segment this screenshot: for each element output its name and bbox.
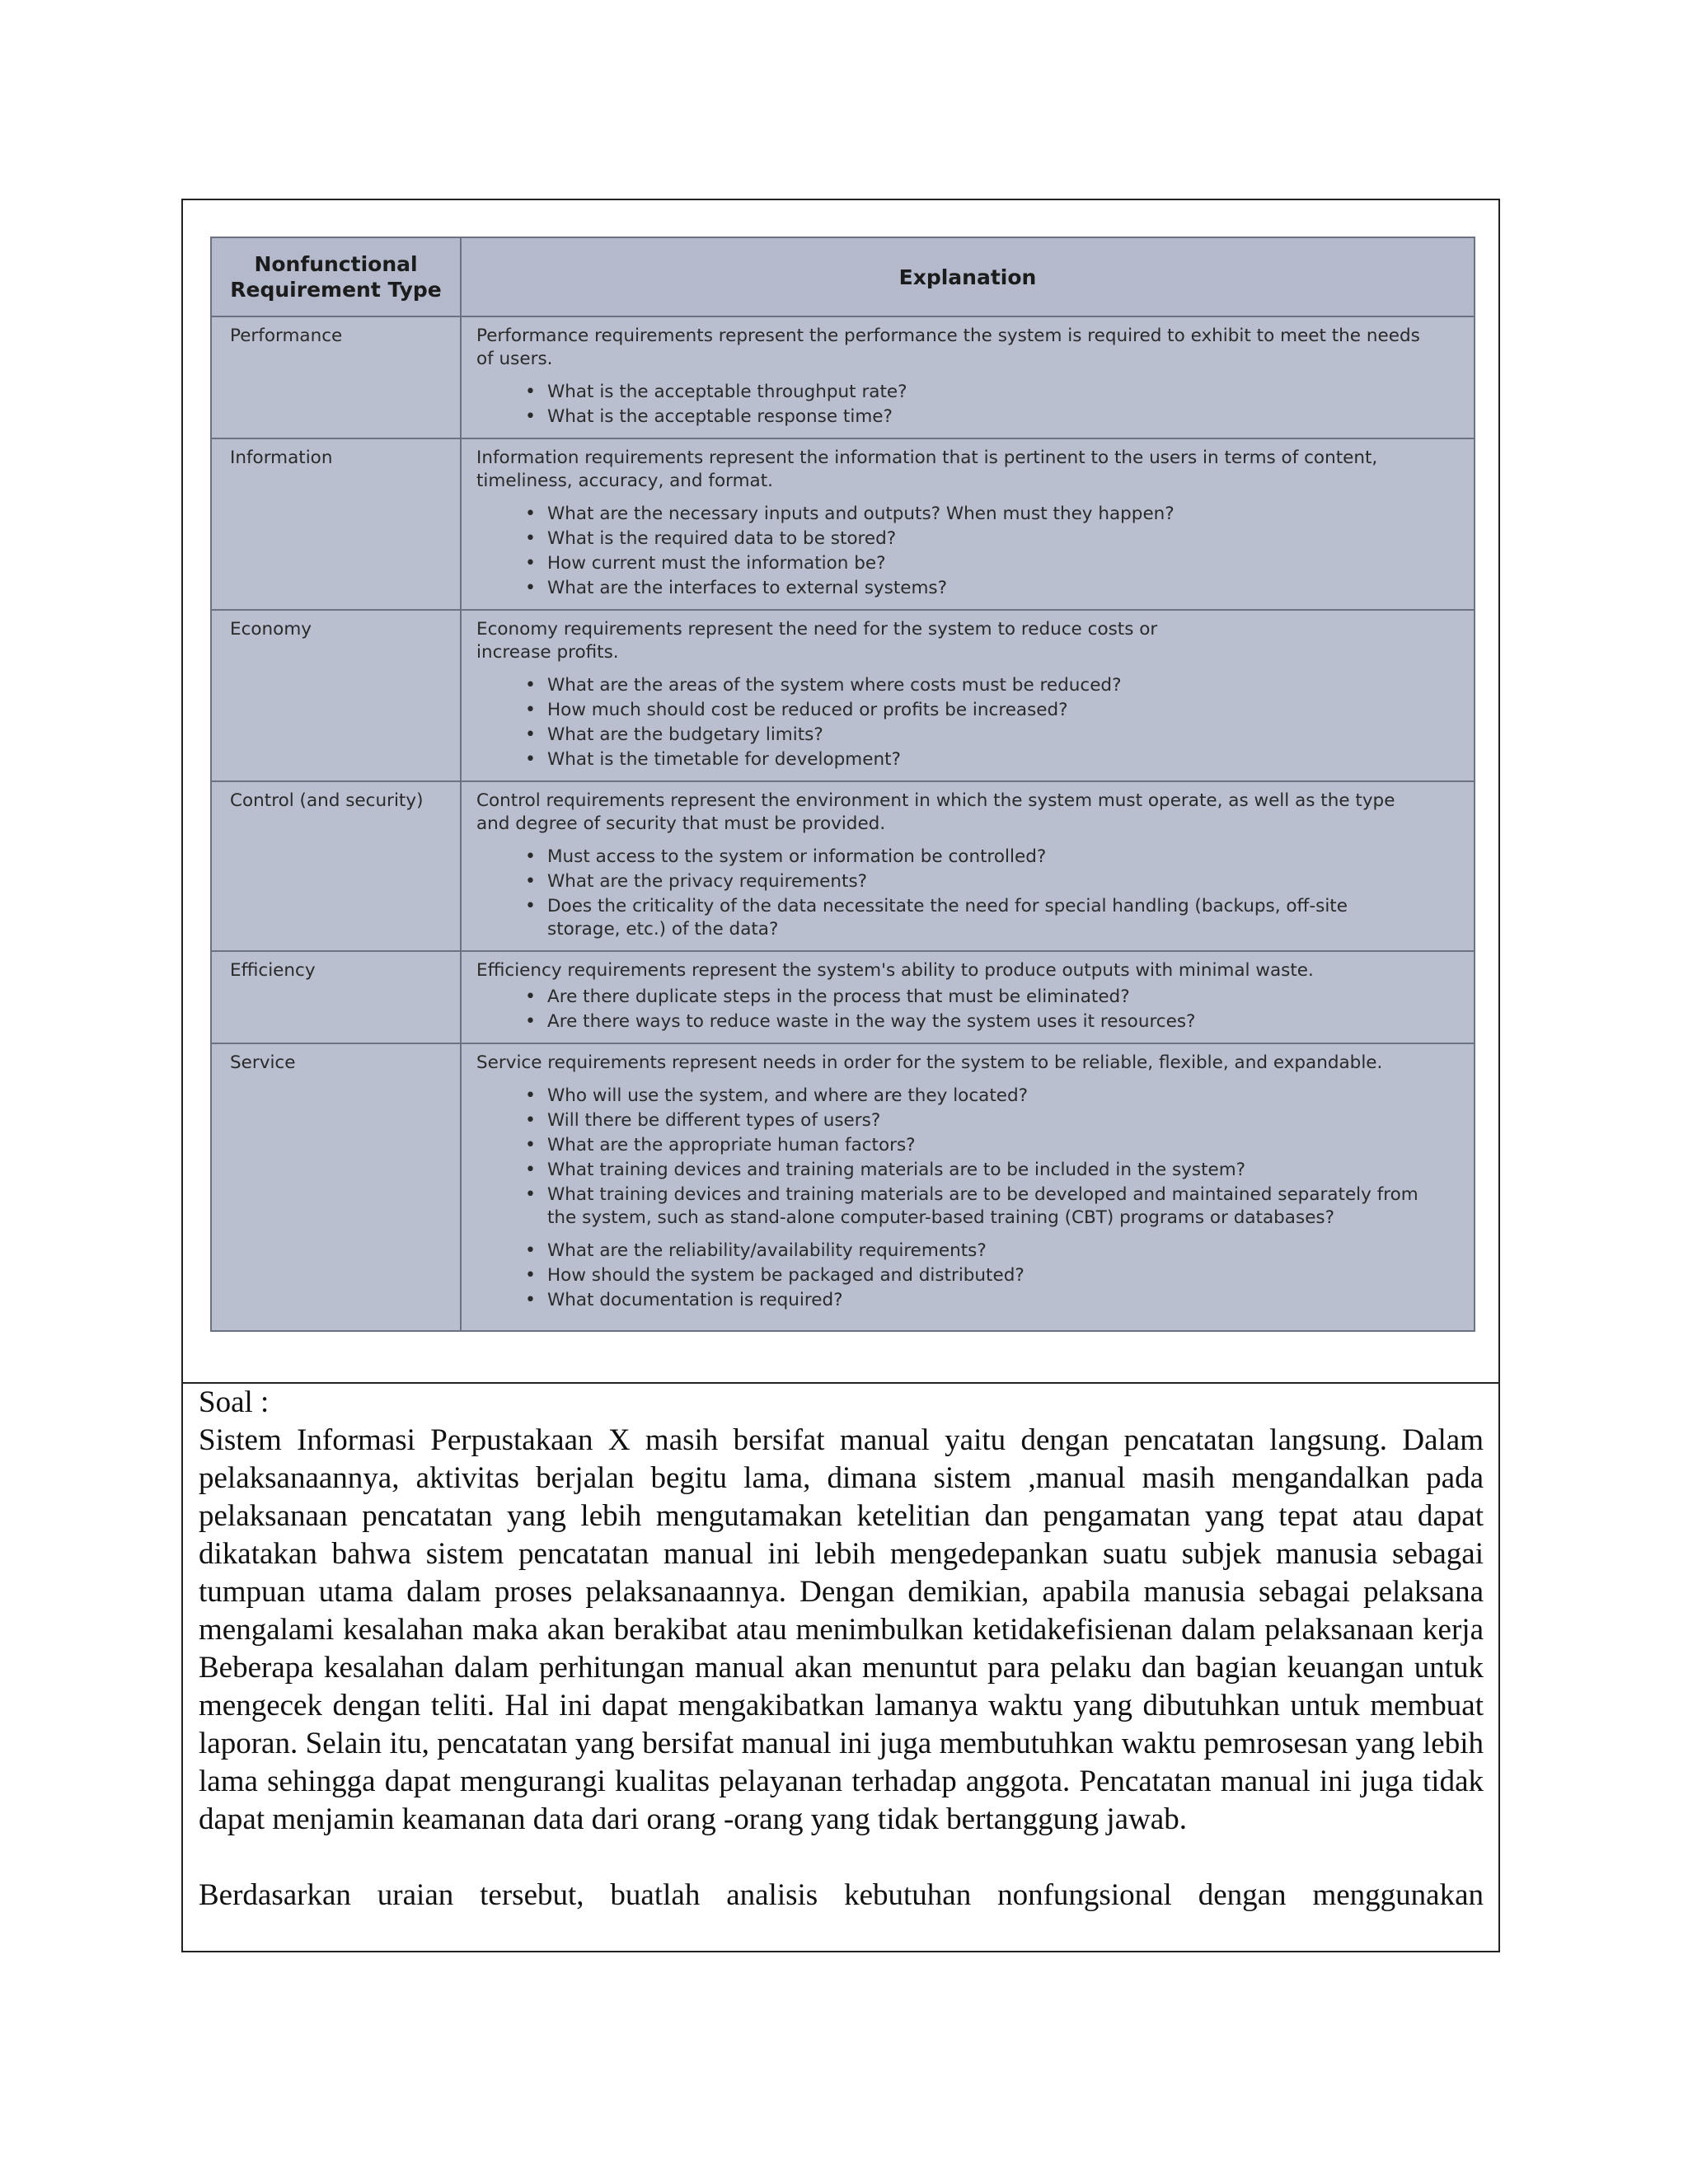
list-item: • What training devices and training materials are to be included in the system? (547, 1159, 1424, 1182)
explanation-text: Service requirements represent needs in order for the system to be reliable, flexible, and expandable. (476, 1052, 1383, 1073)
table-row-economy (211, 610, 1475, 781)
list-item: • Must access to the system or information be controlled? (547, 846, 1424, 869)
requirement-explanation (461, 438, 1475, 610)
table-row-efficiency (211, 951, 1475, 1043)
list-item: • What are the necessary inputs and outputs? When must they happen? (547, 503, 1424, 526)
header-type: Nonfunctional Requirement Type (211, 237, 461, 316)
table-row-control (211, 781, 1475, 951)
explanation-text: Economy requirements represent the need for the system to reduce costs or increase profits. (476, 619, 1158, 663)
requirement-type: Economy (211, 610, 461, 781)
list-item: • Does the criticality of the data necessitate the need for special handling (backups, off-site storage, etc.) of the data? (547, 895, 1424, 941)
requirement-type: Information (211, 438, 461, 610)
list-item: • What are the privacy requirements? (547, 870, 1424, 893)
question-list (476, 846, 1424, 941)
list-item: • Are there duplicate steps in the process that must be eliminated? (547, 986, 1424, 1009)
list-item: • What is the timetable for development? (547, 748, 1424, 771)
list-item: • What is the acceptable throughput rate? (547, 381, 1424, 404)
requirement-type: Efficiency (211, 951, 461, 1043)
requirement-type: Performance (211, 316, 461, 438)
list-item: • How should the system be packaged and distributed? (547, 1264, 1424, 1287)
question-paragraph: Sistem Informasi Perpustakaan X masih bersifat manual yaitu dengan pencatatan langsung. Dalam pelaksanaannya, aktivitas berjalan begitu lama, dimana sistem ,manual masih mengandalkan pada pelaksanaan pencatatan yang lebih mengutamakan ketelitian dan pengamatan yang tepat atau dapat dikatakan bahwa sistem pencatatan manual ini lebih mengedepankan suatu subjek manusia sebagai tumpuan utama dalam proses pelaksanaannya. Dengan demikian, apabila manusia sebagai pelaksana mengalami kesalahan maka akan berakibat atau menimbulkan ketidakefisienan dalam pelaksanaan kerja Beberapa kesalahan dalam perhitungan manual akan menuntut para pelaku dan bagian keuangan untuk mengecek dengan teliti. Hal ini dapat mengakibatkan lamanya waktu yang dibutuhkan untuk membuat laporan. Selain itu, pencatatan yang bersifat manual ini juga membutuhkan waktu pemrosesan yang lebih lama sehingga dapat mengurangi kualitas pelayanan terhadap anggota. Pencatatan manual ini juga tidak dapat menjamin keamanan data dari orang -orang yang tidak bertanggung jawab. (199, 1423, 1484, 1836)
requirement-explanation (461, 951, 1475, 1043)
list-item: • Are there ways to reduce waste in the way the system uses it resources? (547, 1010, 1424, 1033)
table-row-service (211, 1043, 1475, 1331)
document-frame (181, 199, 1500, 1952)
requirement-explanation (461, 1043, 1475, 1331)
table-row-performance (211, 316, 1475, 438)
question-cell (183, 1384, 1498, 1952)
list-item: • Will there be different types of users? (547, 1109, 1424, 1132)
list-item: • Who will use the system, and where are they located? (547, 1085, 1424, 1108)
list-item: • What documentation is required? (547, 1289, 1424, 1312)
list-item: • What are the budgetary limits? (547, 724, 1424, 747)
list-item: • What are the interfaces to external systems? (547, 577, 1424, 600)
question-label: Soal : (199, 1385, 270, 1419)
requirement-type: Control (and security) (211, 781, 461, 951)
requirement-type: Service (211, 1043, 461, 1331)
list-item: • What are the reliability/availability requirements? (547, 1240, 1424, 1263)
question-instruction: Berdasarkan uraian tersebut, buatlah analisis kebutuhan nonfungsional dengan menggunakan (199, 1878, 1484, 1912)
question-list (476, 986, 1424, 1033)
list-item: • How much should cost be reduced or profits be increased? (547, 699, 1424, 722)
question-list (476, 1085, 1424, 1312)
header-explanation: Explanation (461, 237, 1475, 316)
list-item: • What are the appropriate human factors? (547, 1134, 1424, 1157)
list-item: • What training devices and training materials are to be developed and maintained separately from the system, such as stand-alone computer-based training (CBT) programs or databases? (547, 1183, 1424, 1230)
nonfunctional-requirements-table (210, 237, 1475, 1332)
question-list (476, 503, 1424, 600)
requirement-explanation (461, 781, 1475, 951)
question-list (476, 381, 1424, 429)
question-list (476, 674, 1424, 771)
requirement-explanation (461, 610, 1475, 781)
explanation-text: Information requirements represent the information that is pertinent to the users in terms of content, timeliness, accuracy, and format. (476, 448, 1378, 491)
list-item: • How current must the information be? (547, 552, 1424, 575)
table-row-information (211, 438, 1475, 610)
list-item: • What are the areas of the system where costs must be reduced? (547, 674, 1424, 697)
list-item: • What is the required data to be stored? (547, 527, 1424, 551)
requirement-explanation (461, 316, 1475, 438)
explanation-text: Control requirements represent the environment in which the system must operate, as well as the type and degree of security that must be provided. (476, 790, 1395, 834)
list-item: • What is the acceptable response time? (547, 405, 1424, 429)
table-image-cell (183, 200, 1498, 1384)
explanation-text: Efficiency requirements represent the system's ability to produce outputs with minimal waste. (476, 960, 1314, 981)
explanation-text: Performance requirements represent the performance the system is required to exhibit to meet the needs of users. (476, 326, 1420, 369)
table-header-row (211, 237, 1475, 316)
